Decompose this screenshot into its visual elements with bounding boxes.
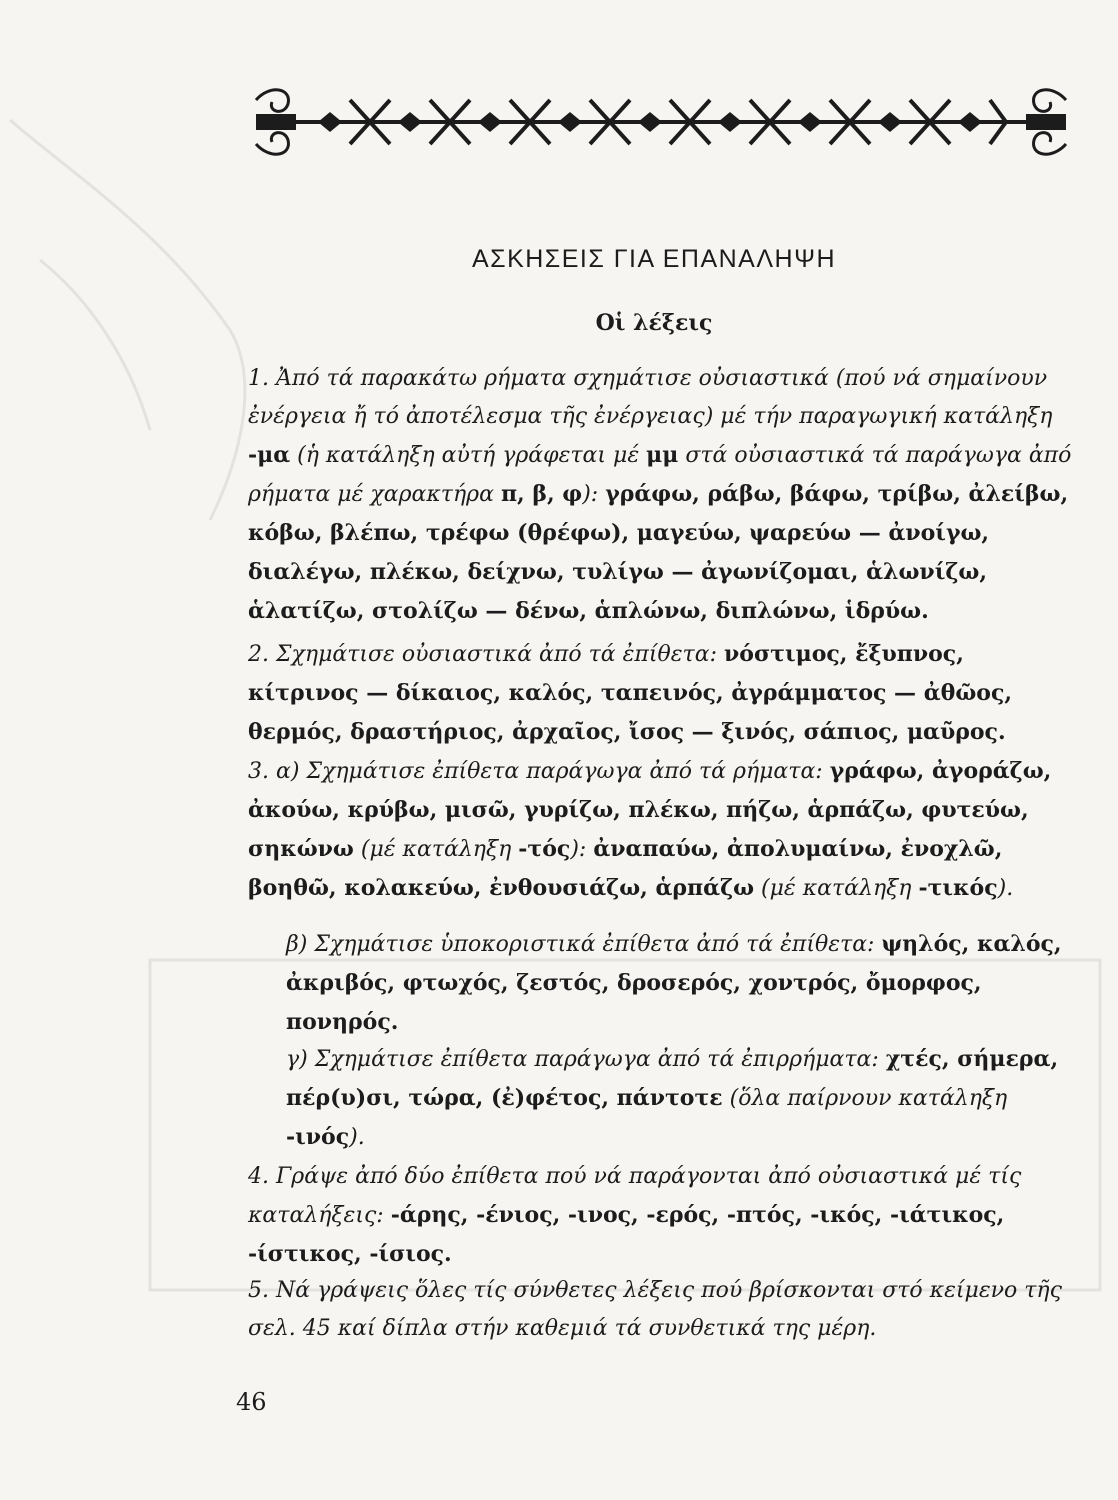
note-text: ): <box>570 837 587 862</box>
sub-label: γ) <box>286 1047 308 1072</box>
exercise-number: 1. <box>248 366 269 391</box>
exercise-instruction: Νά γράψεις ὅλες τίς σύνθετες λέξεις πού βρίσκονται στό κείμενο τῆς σελ. 45 καί δίπλα στήν καθεμιά τά συνθετικά της μέρη. <box>248 1278 1062 1341</box>
exercise-instruction: Σχημάτισε ἐπίθετα παράγωγα ἀπό τά ἐπιρρήματα: <box>314 1047 879 1072</box>
exercise-3c <box>286 1040 1082 1157</box>
note-text: (ἡ κατάληξη αὐτή γράφεται μέ <box>297 443 640 468</box>
note-text: ). <box>997 876 1014 901</box>
suffix: -τός <box>518 836 571 862</box>
suffix: -τικός <box>918 875 998 901</box>
word-list: -άρης, -ένιος, -ινος, -ερός, -πτός, -ικός, -ιάτικος, -ίστικος, -ίσιος. <box>248 1202 1005 1267</box>
page-number: 46 <box>236 1388 267 1416</box>
exercise-number: 4. <box>248 1164 269 1189</box>
exercise-instruction: Σχημάτισε οὐσιαστικά ἀπό τά ἐπίθετα: <box>276 642 717 667</box>
note-text: ). <box>349 1125 365 1150</box>
word-list: γράφω, ἀγοράζω, ἀκούω, κρύβω, μισῶ, γυρίζω, πλέκω, πήζω, ἁρπάζω, φυτεύω, σηκώνω <box>248 758 1052 862</box>
exercise-instruction: Ἀπό τά παρακάτω ρήματα σχημάτισε οὐσιαστικά (πού νά σημαίνουν ἐνέργεια ἤ τό ἀποτέλεσμα τῆς ἐνέργειας) μέ τήν παραγωγική κατάληξη <box>248 366 1053 429</box>
exercise-2 <box>248 635 1082 752</box>
note-bold: μμ <box>646 442 679 468</box>
word-list: ἀναπαύω, ἀπολυμαίνω, ἐνοχλῶ, βοηθῶ, κολακεύω, ἐνθουσιάζω, ἁρπάζω <box>248 836 1003 901</box>
word-list: γράφω, ράβω, βάφω, τρίβω, ἀλείβω, κόβω, βλέπω, τρέφω (θρέφω), μαγεύω, ψαρεύω — ἀνοίγω, διαλέγω, πλέκω, δείχνω, τυλίγω — ἀγωνίζομαι, ἁλωνίζω, ἁλατίζω, στολίζω — δένω, ἁπλώνω, διπλώνω, ἱδρύω. <box>248 481 1069 624</box>
ornament-border <box>248 82 1074 162</box>
note-text: (μέ κατάληξη <box>360 837 512 862</box>
page-title: ΑΣΚΗΣΕΙΣ ΓΙΑ ΕΠΑΝΑΛΗΨΗ <box>471 245 837 273</box>
note-text: (ὅλα παίρνουν κατάληξη <box>729 1086 1008 1111</box>
exercise-1 <box>248 360 1082 631</box>
exercise-number: 5. <box>248 1278 269 1303</box>
word-list: νόστιμος, ἔξυπνος, κίτρινος — δίκαιος, καλός, ταπεινός, ἀγράμματος — ἀθῶος, θερμός, δραστήριος, ἀρχαῖος, ἴσος — ξινός, σάπιος, μαῦρος. <box>248 641 1012 745</box>
note-letters: π, β, φ <box>500 481 583 507</box>
word-list: χτές, σήμερα, πέρ(υ)σι, τώρα, (ἐ)φέτος, πάντοτε <box>286 1046 1059 1111</box>
note-text: στά οὐσιαστικά τά παράγωγα ἀπό ρήματα μέ χαρακτήρα <box>248 443 1072 507</box>
exercise-5 <box>248 1272 1082 1348</box>
exercise-number: 3. <box>248 759 269 784</box>
note-text: (μέ κατάληξη <box>761 876 912 901</box>
exercise-4 <box>248 1158 1082 1274</box>
sub-label: β) <box>286 932 308 957</box>
suffix: -μα <box>248 442 291 468</box>
exercise-instruction: Γράψε ἀπό δύο ἐπίθετα πού νά παράγονται ἀπό οὐσιαστικά μέ τίς καταλήξεις: <box>248 1164 1022 1228</box>
exercise-number: 2. <box>248 642 269 667</box>
section-subtitle: Οἱ λέξεις <box>595 310 713 336</box>
word-list: ψηλός, καλός, ἀκριβός, φτωχός, ζεστός, δροσερός, χοντρός, ὄμορφος, πονηρός. <box>286 931 1062 1035</box>
note-text: ): <box>582 482 599 507</box>
exercise-3a <box>248 752 1082 908</box>
suffix: -ινός <box>286 1124 350 1150</box>
sub-label: α) <box>276 759 300 784</box>
exercise-instruction: Σχημάτισε ὑποκοριστικά ἐπίθετα ἀπό τά ἐπίθετα: <box>314 932 875 957</box>
exercise-instruction: Σχημάτισε ἐπίθετα παράγωγα ἀπό τά ρήματα: <box>306 759 823 784</box>
exercise-3b <box>286 925 1082 1042</box>
